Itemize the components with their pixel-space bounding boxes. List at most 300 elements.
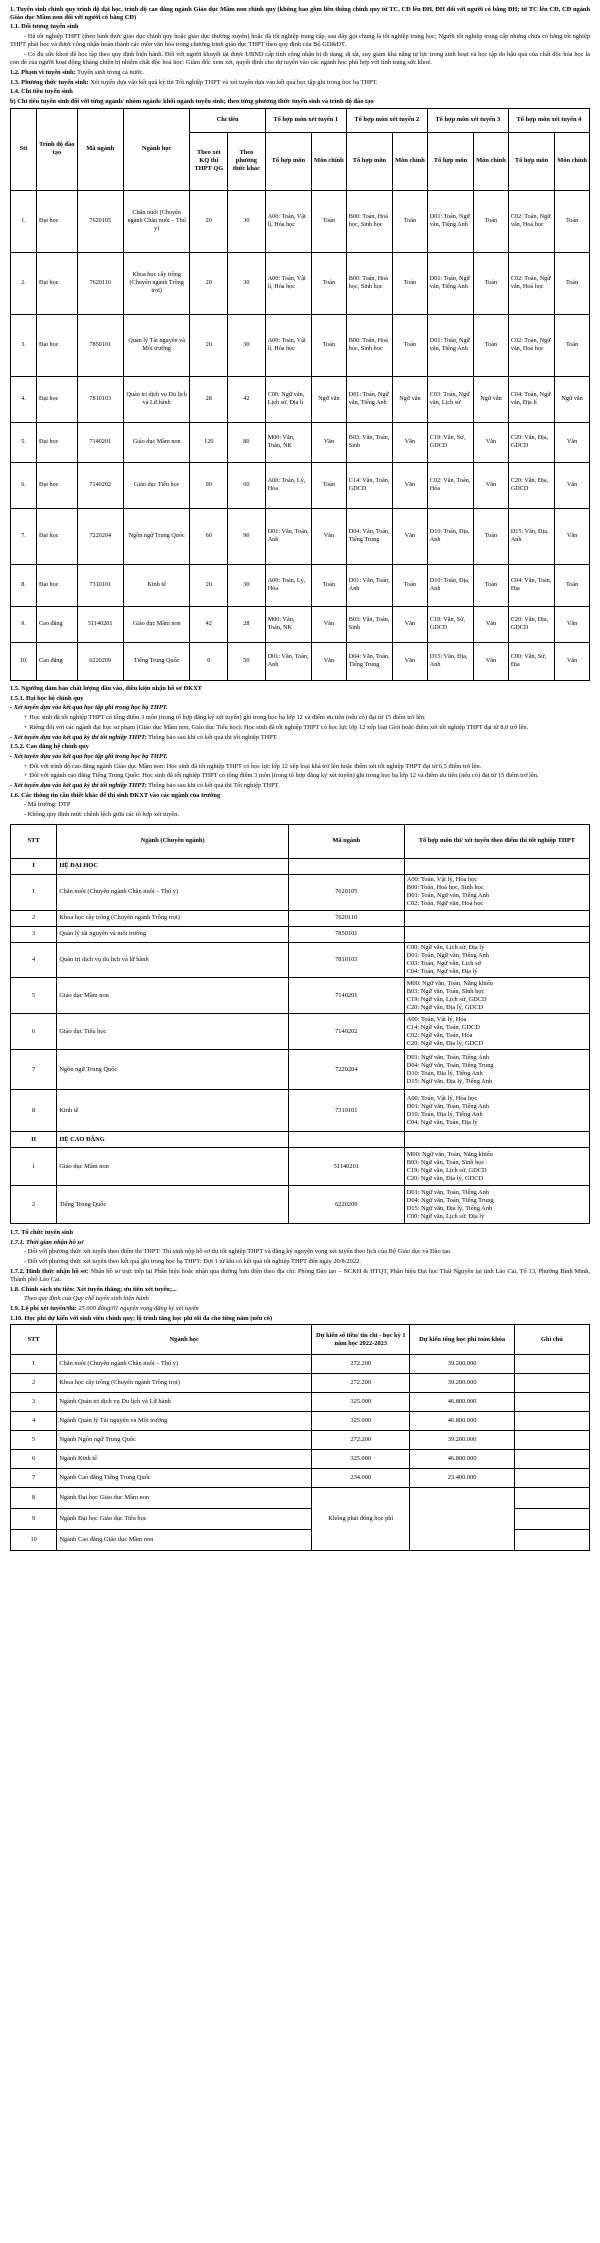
quota-cell-major: Chăn nuôi (Chuyên ngành Chăn nuôi – Thú y): [123, 190, 190, 252]
s172-paragraph: [10, 1268, 590, 1284]
quota-cell-stt: 9.: [11, 606, 37, 642]
quota-cell-q2: 28: [228, 606, 266, 642]
s13-text: Xét tuyển dựa vào kết quả kỳ thi Tốt nghiệp THPT và xét tuyển dựa vào kết quả học tập ghi trong học bạ THPT.: [88, 78, 378, 86]
quota-cell-c4: C02: Toán, Ngữ văn, Hoá học: [508, 314, 554, 376]
combo-line: A00: Toán, Vật lý, Hóa học: [406, 875, 478, 883]
t3-th-fee-total: Dự kiến tổng học phí toàn khóa: [410, 1325, 514, 1355]
quota-cell-m3: Toán: [474, 564, 509, 606]
s171-p1: - Đối với phương thức xét tuyển theo điểm thi THPT: Thí sinh nộp hồ sơ thi tốt nghiệp THPT và đăng ký nguyện vọng xét tuyển theo lịch của Bộ Giáo dục và Đào tạo.: [24, 1248, 452, 1256]
combo-cell-combos: [404, 978, 589, 1014]
quota-cell-code: 7220204: [77, 508, 123, 564]
quota-cell-major: Quản lý Tài nguyên và Môi trường: [123, 314, 190, 376]
combo-cell-stt: 8: [11, 1090, 57, 1132]
combo-cell-major: Ngôn ngữ Trung Quốc: [57, 1050, 289, 1090]
quota-cell-c1: M00: Văn, Toán, NK: [265, 606, 311, 642]
th-quota-thpt: Theo xét KQ thi THPT QG: [190, 132, 228, 190]
fee-cell-note: [514, 1355, 589, 1374]
th-stt: Stt: [11, 108, 37, 190]
quota-cell-c2: D04: Văn, Toán, Tiếng Trung: [346, 508, 392, 564]
combo-cell-major: Quản trị dịch vụ du lịch và lữ hành: [57, 942, 289, 978]
combo-line: B00: Toán, Hoá học, Sinh học: [406, 884, 484, 891]
combo-line: C03: Toán, Ngữ văn, Lịch sử: [406, 960, 482, 968]
fee-cell-total: 39.200.000: [410, 1374, 514, 1393]
combo-row: [11, 978, 590, 1014]
th-combo3-sub: Tổ hợp môn: [427, 132, 473, 190]
quota-cell-q1: 42: [190, 606, 228, 642]
combo-cell-combos: [404, 874, 589, 910]
combo-line: D10: Toán, Địa lý, Tiếng Anh: [406, 1069, 483, 1077]
fee-cell-total: 23.400.000: [410, 1469, 514, 1488]
quota-cell-c3: D01: Toán, Ngữ văn, Tiếng Anh: [427, 252, 473, 314]
s11-paragraph-2: - Có đủ sức khoẻ để học tập theo quy định hiện hành. Đối với người khuyết tật được UBND cấp tỉnh công nhận bị dị dạng, dị tật, suy giảm khả năng tự lực trong sinh hoạt và học tập do hậu quả của chất độc hóa học là con đẻ của người hoạt động kháng chiến bị nhiễm chất độc hoá học: Giám đốc xem xét, quyết định cho dự tuyển vào các ngành học phù hợp với tình trạng sức khoẻ.: [10, 50, 590, 67]
quota-cell-m1: Toán: [312, 314, 347, 376]
combo-cell-combos: [404, 942, 589, 978]
fee-cell-note: [514, 1509, 589, 1530]
quota-cell-code: 7140201: [77, 422, 123, 462]
combo-row: [11, 942, 590, 978]
fee-cell-stt: 3: [11, 1393, 57, 1412]
quota-cell-m3: Toán: [474, 252, 509, 314]
quota-cell-m4: Toán: [555, 190, 590, 252]
quota-cell-code: 7850101: [77, 314, 123, 376]
combo-cell-stt: 1: [11, 874, 57, 910]
quota-cell-c2: B03: Văn, Toán, Sinh: [346, 606, 392, 642]
quota-cell-q1: 0: [190, 642, 228, 680]
quota-cell-c4: C02: Toán, Ngữ văn, Hoá học: [508, 252, 554, 314]
fee-table: [10, 1324, 590, 1551]
quota-cell-m2: Văn: [393, 508, 428, 564]
quota-cell-q2: 80: [228, 422, 266, 462]
s152-b2: - Xét tuyển dựa vào kết quả kỳ thi tốt nghiệp THPT:: [10, 781, 147, 789]
t2-th-major: Ngành (Chuyên ngành): [57, 824, 289, 858]
combo-line: D15: Ngữ văn, Địa lý, Tiếng Anh: [406, 1078, 493, 1086]
quota-cell-m1: Văn: [312, 606, 347, 642]
combo-line: B03: Ngữ văn, Toán, Sinh học: [406, 987, 485, 995]
s151-a2-paragraph: [10, 734, 590, 742]
s152-b1-p1: + Đối với trình độ cao đẳng ngành Giáo dục Mầm non: Học sinh đã tốt nghiệp THPT có học lực lớp 12 xếp loại khá trở lên hoặc điểm xét tốt nghiệp THPT đạt từ 6,5 điểm trở lên.: [24, 762, 482, 770]
fee-cell-stt: 6: [11, 1450, 57, 1469]
quota-cell-stt: 1.: [11, 190, 37, 252]
s151-a1-p1: + Học sinh đã tốt nghiệp THPT có tổng điểm 3 môn (trong tổ hợp đăng ký xét tuyển) ghi trong học bạ lớp 12 và điểm ưu tiên (nếu có) đạt từ 15 điểm trở lên.: [24, 714, 426, 722]
combo-row: [11, 1090, 590, 1132]
s12-text: Tuyển sinh trong cả nước.: [75, 68, 144, 76]
combo-row: [11, 1014, 590, 1050]
combo-cell-stt: 7: [11, 1050, 57, 1090]
quota-cell-m4: Toán: [555, 252, 590, 314]
quota-cell-m4: Văn: [555, 508, 590, 564]
quota-cell-m3: Văn: [474, 606, 509, 642]
quota-row: [11, 314, 590, 376]
quota-cell-c4: C20: Văn, Địa, GDCD: [508, 462, 554, 508]
quota-cell-major: Kinh tế: [123, 564, 190, 606]
combo-row: [11, 910, 590, 926]
quota-cell-c4: C20: Văn, Địa, GDCD: [508, 422, 554, 462]
quota-cell-m2: Văn: [393, 642, 428, 680]
quota-cell-m3: Toán: [474, 508, 509, 564]
combo-cell-major: Chăn nuôi (Chuyên ngành Chăn nuôi – Thú y): [57, 874, 289, 910]
quota-cell-stt: 2.: [11, 252, 37, 314]
fee-row: [11, 1488, 590, 1509]
combo-section-roman: II: [11, 1132, 57, 1148]
fee-row: [11, 1431, 590, 1450]
combo-cell-stt: 2: [11, 1186, 57, 1224]
combo-line: C19: Ngữ văn, Lịch sử, GDCD: [406, 1166, 487, 1174]
combo-cell-combos: [404, 1186, 589, 1224]
th-major: Ngành học: [123, 108, 190, 190]
s18-text: Theo quy định của Quy chế tuyển sinh hiện hành: [24, 1295, 149, 1303]
quota-cell-q2: 30: [228, 564, 266, 606]
quota-cell-c4: C20: Văn, Địa, GDCD: [508, 606, 554, 642]
fee-cell-major: Ngành Kinh tế: [57, 1450, 312, 1469]
quota-cell-m3: Văn: [474, 462, 509, 508]
combo-section-row: [11, 1132, 590, 1148]
quota-cell-m1: Văn: [312, 422, 347, 462]
quota-cell-m4: Văn: [555, 422, 590, 462]
quota-cell-stt: 8.: [11, 564, 37, 606]
quota-cell-level: Đại học: [37, 462, 78, 508]
combo-cell-major: Giáo dục Tiểu học: [57, 1014, 289, 1050]
quota-cell-stt: 6.: [11, 462, 37, 508]
fee-cell-major: Ngành Ngôn ngữ Trung Quốc: [57, 1431, 312, 1450]
th-quota-other: Theo phương thức khác: [228, 132, 266, 190]
quota-cell-c2: B00: Toán, Hoá học, Sinh học: [346, 190, 392, 252]
fee-cell-total: 39.200.000: [410, 1431, 514, 1450]
document-page: [10, 0, 590, 1551]
combo-line: C20: Ngữ văn, Địa lý, GDCD: [406, 1004, 484, 1012]
quota-cell-q1: 20: [190, 190, 228, 252]
quota-cell-c1: D01: Văn, Toán, Anh: [265, 508, 311, 564]
quota-cell-level: Đại học: [37, 564, 78, 606]
s11-paragraph-1: - Đã tốt nghiệp THPT (theo hình thức giáo dục chính quy hoặc giáo dục thường xuyên) hoặc đã tốt nghiệp trung cấp, sau đây gọi chung là tốt nghiệp trung học; Người tốt nghiệp trung cấp nhưng chưa có bằng tốt nghiệp THPT phải học và được công nhận hoàn thành các môn văn hóa trong chương trình giáo dục THPT theo quy định của Bộ GD&ĐT.: [10, 33, 590, 49]
th-main3-sub: Môn chính: [474, 132, 509, 190]
quota-table-body: [11, 190, 590, 680]
quota-cell-m3: Văn: [474, 422, 509, 462]
s18-label: 1.8. Chính sách ưu tiên: Xét tuyển thẳng; ưu tiên xét tuyển;...: [10, 1285, 177, 1293]
quota-cell-q2: 60: [228, 462, 266, 508]
combo-line: D01: Ngữ văn, Toán, Tiếng Anh: [406, 1102, 489, 1110]
combo-line: M00: Ngữ văn, Toán, Năng khiếu: [406, 1150, 493, 1158]
t2-th-stt: STT: [11, 824, 57, 858]
th-code: Mã ngành: [77, 108, 123, 190]
fee-cell-total: 46.800.000: [410, 1393, 514, 1412]
quota-cell-code: 7140202: [77, 462, 123, 508]
fee-row: [11, 1355, 590, 1374]
quota-cell-q1: 20: [190, 564, 228, 606]
quota-cell-code: 7310101: [77, 564, 123, 606]
s16-title: 1.6. Các thông tin cần thiết khác để thí sinh ĐKXT vào các ngành của trường: [10, 791, 221, 799]
combo-line: A00: Toán, Vật lý, Hóa: [406, 1015, 467, 1023]
combo-cell-code: 7310101: [288, 1090, 404, 1132]
fee-cell-stt: 10: [11, 1530, 57, 1551]
fee-cell-major: Ngành Cao đẳng Giáo dục Mầm non: [57, 1530, 312, 1551]
combo-section-roman: I: [11, 858, 57, 874]
fee-cell-stt: 1: [11, 1355, 57, 1374]
combo-section-empty-combo: [404, 858, 589, 874]
combo-cell-stt: 5: [11, 978, 57, 1014]
fee-cell-major: Khoa học cây trồng (Chuyên ngành Trồng trọt): [57, 1374, 312, 1393]
s151-a2-text: Thông báo sau khi có kết quả thi tốt nghiệp THPT.: [146, 733, 278, 741]
quota-cell-level: Đại học: [37, 314, 78, 376]
quota-row: [11, 606, 590, 642]
th-combo1-sub: Tổ hợp môn: [265, 132, 311, 190]
quota-cell-level: Đại học: [37, 508, 78, 564]
s152-b2-paragraph: [10, 782, 590, 790]
s16-p1: - Mã trường: DTP: [24, 801, 71, 809]
combo-line: C02: Ngữ văn, Toán, Hóa: [406, 1031, 473, 1039]
th-combo2: Tổ hợp môn xét tuyển 2: [346, 108, 427, 132]
combo-cell-stt: 4: [11, 942, 57, 978]
combo-section-row: [11, 858, 590, 874]
combo-cell-code: 51140201: [288, 1148, 404, 1186]
combo-row: [11, 1050, 590, 1090]
t2-th-code: Mã ngành: [288, 824, 404, 858]
th-combo1: Tổ hợp môn xét tuyển 1: [265, 108, 346, 132]
combo-section-empty-combo: [404, 1132, 589, 1148]
quota-cell-stt: 7.: [11, 508, 37, 564]
s172-label: 1.7.2. Hình thức nhận hồ sơ:: [10, 1267, 89, 1275]
combo-cell-code: 6220209: [288, 1186, 404, 1224]
combo-line: D01: Toán, Ngữ văn, Tiếng Anh: [406, 892, 489, 900]
quota-cell-m1: Văn: [312, 508, 347, 564]
quota-cell-major: Giáo dục Tiểu học: [123, 462, 190, 508]
combo-cell-code: 7220204: [288, 1050, 404, 1090]
quota-cell-m3: Văn: [474, 642, 509, 680]
combo-line: C00: Ngữ văn, Lịch sử, Địa lý: [406, 1213, 485, 1221]
quota-cell-m4: Văn: [555, 642, 590, 680]
quota-row: [11, 564, 590, 606]
combo-cell-code: 7850101: [288, 926, 404, 942]
quota-cell-m1: Toán: [312, 190, 347, 252]
s152-b1-p2: + Đối với ngành cao đẳng Tiếng Trung Quốc: Học sinh đã tốt nghiệp THPT có tổng điểm 3 môn (trong tổ hợp đăng ký xét tuyển) ghi trong học bạ lớp 12 và điểm ưu tiên (nếu có) đạt từ 15 điểm trở lên.: [24, 772, 539, 780]
quota-cell-c2: C14: Văn, Toán, GDCD: [346, 462, 392, 508]
quota-cell-q1: 20: [190, 252, 228, 314]
fee-cell-free: Không phải đóng học phí: [312, 1488, 410, 1551]
combo-table: [10, 824, 590, 1225]
combo-section-title: HỆ ĐẠI HỌC: [57, 858, 289, 874]
quota-cell-code: 7810103: [77, 376, 123, 422]
fee-cell-note: [514, 1393, 589, 1412]
quota-cell-stt: 3.: [11, 314, 37, 376]
s152-title: 1.5.2. Cao đẳng hệ chính quy: [10, 743, 89, 751]
combo-cell-major: Kinh tế: [57, 1090, 289, 1132]
s19-paragraph: [10, 1305, 590, 1313]
th-main1-sub: Môn chính: [312, 132, 347, 190]
s19-label: 1.9. Lệ phí xét tuyển/thi:: [10, 1304, 77, 1312]
quota-row: [11, 252, 590, 314]
quota-table: [10, 108, 590, 681]
quota-cell-c3: D01: Toán, Ngữ văn, Tiếng Anh: [427, 314, 473, 376]
quota-cell-major: Giáo dục Mầm non: [123, 606, 190, 642]
combo-section-empty-code: [288, 1132, 404, 1148]
quota-cell-c4: C04: Văn, Toán, Địa: [508, 564, 554, 606]
th-quota: Chỉ tiêu: [190, 108, 265, 132]
quota-cell-q1: 60: [190, 508, 228, 564]
quota-cell-c3: C03: Toán, Ngữ văn, Lịch sử: [427, 376, 473, 422]
combo-cell-code: 7620110: [288, 910, 404, 926]
fee-cell-major: Chăn nuôi (Chuyên ngành Chăn nuôi – Thú y): [57, 1355, 312, 1374]
quota-cell-c4: C00: Văn, Sử, Địa: [508, 642, 554, 680]
th-level: Trình độ đào tạo: [37, 108, 78, 190]
s14-subtitle: b) Chỉ tiêu tuyển sinh đối với từng ngành/ nhóm ngành/ khối ngành tuyển sinh; theo từng phương thức tuyển sinh và trình độ đào tạo: [10, 97, 374, 105]
combo-line: D01: Ngữ văn, Toán, Tiếng Anh: [406, 1188, 489, 1196]
combo-cell-code: 7810103: [288, 942, 404, 978]
quota-cell-q1: 90: [190, 462, 228, 508]
s13-label: 1.3. Phương thức tuyển sinh:: [10, 78, 89, 86]
quota-cell-c1: A00: Toán, Vật lí, Hóa học: [265, 252, 311, 314]
quota-row: [11, 508, 590, 564]
combo-cell-combos: [404, 1050, 589, 1090]
quota-row: [11, 190, 590, 252]
combo-cell-major: Tiếng Trung Quốc: [57, 1186, 289, 1224]
combo-cell-combos: [404, 1014, 589, 1050]
fee-row: [11, 1412, 590, 1431]
combo-line: C19: Ngữ văn, Lịch sử, GDCD: [406, 995, 487, 1003]
quota-cell-c4: D15: Văn, Địa, Anh: [508, 508, 554, 564]
combo-cell-major: Khoa học cây trồng (Chuyên ngành Trồng trọt): [57, 910, 289, 926]
fee-cell-year: 234.000: [312, 1469, 410, 1488]
fee-cell-major: Ngành Quản lý Tài nguyên và Môi trường: [57, 1412, 312, 1431]
fee-cell-total: 46.800.000: [410, 1450, 514, 1469]
s151-a2: - Xét tuyển dựa vào kết quả kỳ thi tốt nghiệp THPT:: [10, 733, 147, 741]
quota-cell-c1: M00: Văn, Toán, NK: [265, 422, 311, 462]
fee-cell-stt: 7: [11, 1469, 57, 1488]
fee-cell-year: 325.000: [312, 1412, 410, 1431]
quota-cell-m1: Văn: [312, 642, 347, 680]
fee-cell-major: Ngành Quản trị dịch vụ Du lịch và Lữ hành: [57, 1393, 312, 1412]
quota-cell-q1: 28: [190, 376, 228, 422]
fee-row: [11, 1469, 590, 1488]
fee-cell-major: Ngành Đại học Giáo dục Mầm non: [57, 1488, 312, 1509]
fee-row: [11, 1450, 590, 1469]
quota-cell-code: 51140201: [77, 606, 123, 642]
s172-text: Nhận hồ sơ trực tiếp tại Phân hiệu hoặc nhận qua đường bưu điện theo địa chỉ: Phòng Đào tạo – NCKH & HTQT, Phân hiệu Đại học Thái Nguyên tại tỉnh Lào Cai, Tổ 13, Phường Bình Minh, Thành phố Lào Cai.: [10, 1267, 590, 1283]
quota-cell-c3: C19: Văn, Sử, GDCD: [427, 606, 473, 642]
quota-cell-m2: Toán: [393, 314, 428, 376]
combo-cell-stt: 2: [11, 910, 57, 926]
quota-cell-m1: Toán: [312, 462, 347, 508]
combo-line: D01: Ngữ văn, Toán, Tiếng Anh: [406, 1053, 489, 1061]
quota-cell-q2: 42: [228, 376, 266, 422]
fee-cell-total: 39.200.000: [410, 1355, 514, 1374]
combo-row: [11, 1148, 590, 1186]
combo-cell-combos: [404, 910, 589, 926]
th-combo4-sub: Tổ hợp môn: [508, 132, 554, 190]
fee-cell-year: 272.200: [312, 1374, 410, 1393]
quota-cell-c3: D15: Văn, Địa, Anh: [427, 642, 473, 680]
quota-cell-c3: D10: Toán, Địa, Anh: [427, 564, 473, 606]
quota-cell-major: Giáo dục Mầm non: [123, 422, 190, 462]
combo-cell-combos: [404, 1148, 589, 1186]
quota-row: [11, 642, 590, 680]
quota-cell-c2: D04: Văn, Toán, Tiếng Trung: [346, 642, 392, 680]
fee-cell-note: [514, 1374, 589, 1393]
quota-cell-m2: Ngữ văn: [393, 376, 428, 422]
combo-cell-major: Quản lý tài nguyên và môi trường: [57, 926, 289, 942]
s171-title: 1.7.1. Thời gian nhận hồ sơ: [10, 1238, 84, 1246]
quota-cell-m3: Toán: [474, 314, 509, 376]
quota-row: [11, 462, 590, 508]
s12-paragraph: [10, 69, 590, 77]
fee-cell-year: 325.000: [312, 1450, 410, 1469]
quota-cell-level: Đại học: [37, 190, 78, 252]
quota-cell-major: Ngôn ngữ Trung Quốc: [123, 508, 190, 564]
combo-row: [11, 874, 590, 910]
s11-title: 1.1. Đối tượng tuyển sinh: [10, 23, 79, 31]
combo-cell-stt: 6: [11, 1014, 57, 1050]
quota-cell-c1: A00: Toán, Vật lí, Hóa học: [265, 314, 311, 376]
combo-line: C20: Ngữ văn, Địa lý, GDCD: [406, 1040, 484, 1048]
quota-cell-q1: 120: [190, 422, 228, 462]
fee-cell-year: 325.000: [312, 1393, 410, 1412]
quota-cell-c4: C04: Toán, Ngữ văn, Địa lí: [508, 376, 554, 422]
combo-section-title: HỆ CAO ĐẲNG: [57, 1132, 289, 1148]
fee-row: [11, 1374, 590, 1393]
combo-cell-combos: [404, 926, 589, 942]
quota-cell-major: Quản trị dịch vụ Du lịch và Lữ hành: [123, 376, 190, 422]
quota-cell-c3: D10: Toán, Địa, Anh: [427, 508, 473, 564]
quota-cell-c2: D01: Toán, Ngữ văn, Tiếng Anh: [346, 376, 392, 422]
combo-section-empty-code: [288, 858, 404, 874]
combo-table-body: [11, 858, 590, 1224]
combo-cell-code: 7140202: [288, 1014, 404, 1050]
s171-p2: - Đối với phương thức xét tuyển theo kết quả ghi trong học bạ THPT: Đợt 1 từ khi có kết quả tốt nghiệp THPT đến ngày 20/8/2022.: [24, 1258, 361, 1265]
combo-line: D04: Ngữ văn, Toán, Tiếng Trung: [406, 1196, 494, 1204]
quota-cell-q2: 30: [228, 190, 266, 252]
quota-cell-c2: B00: Toán, Hoá học, Sinh học: [346, 252, 392, 314]
quota-cell-m2: Văn: [393, 462, 428, 508]
combo-line: D10: Toán, Địa lý, Tiếng Anh: [406, 1110, 483, 1118]
quota-cell-level: Đại học: [37, 422, 78, 462]
combo-cell-major: Giáo dục Mầm non: [57, 1148, 289, 1186]
quota-cell-code: 6220209: [77, 642, 123, 680]
s151-a1: - Xét tuyển dựa vào kết quả học tập ghi trong học bạ THPT.: [10, 704, 168, 712]
quota-cell-q2: 30: [228, 314, 266, 376]
quota-cell-c4: C02: Toán, Ngữ văn, Hoá học: [508, 190, 554, 252]
quota-row: [11, 376, 590, 422]
quota-cell-q2: 50: [228, 642, 266, 680]
quota-cell-major: Khoa học cây trồng (Chuyên ngành Trồng trọt): [123, 252, 190, 314]
quota-cell-c1: D01: Văn, Toán, Anh: [265, 642, 311, 680]
th-combo4: Tổ hợp môn xét tuyển 4: [508, 108, 589, 132]
combo-cell-code: 7140201: [288, 978, 404, 1014]
quota-cell-m2: Toán: [393, 252, 428, 314]
quota-cell-c1: A00: Toán, Lý, Hóa: [265, 462, 311, 508]
s151-a1-p2: + Riêng đối với các ngành đại học sư phạm (Giáo dục Mầm non, Giáo dục Tiểu học): Học sinh đã tốt nghiệp THPT có học lực lớp 12 xếp loại Giỏi hoặc điểm xét tốt nghiệp THPT đạt từ 8,0 trở lên.: [24, 723, 529, 731]
fee-cell-year: 272.200: [312, 1355, 410, 1374]
fee-cell-note: [514, 1450, 589, 1469]
quota-cell-m1: Toán: [312, 252, 347, 314]
s151-title: 1.5.1. Đại học hệ chính quy: [10, 694, 84, 702]
quota-cell-m1: Ngữ văn: [312, 376, 347, 422]
quota-cell-m4: Toán: [555, 564, 590, 606]
quota-cell-m1: Toán: [312, 564, 347, 606]
combo-line: C02: Toán, Ngữ văn, Hoá học: [406, 900, 484, 908]
t3-th-fee-year: Dự kiến số tiền/ tín chỉ - học kỳ 1 năm học 2022-2023: [312, 1325, 410, 1355]
fee-cell-note: [514, 1530, 589, 1551]
quota-cell-major: Tiếng Trung Quốc: [123, 642, 190, 680]
combo-line: B03: Ngữ văn, Toán, Sinh học: [406, 1158, 485, 1166]
combo-line: D15: Ngữ văn, Địa lý, Tiếng Anh: [406, 1204, 493, 1212]
combo-cell-stt: 3: [11, 926, 57, 942]
fee-cell-major: Ngành Cao đẳng Tiếng Trung Quốc: [57, 1469, 312, 1488]
quota-cell-c3: C19: Văn, Sử, GDCD: [427, 422, 473, 462]
quota-cell-m4: Toán: [555, 314, 590, 376]
quota-cell-m2: Văn: [393, 422, 428, 462]
combo-line: C14: Ngữ văn, Toán, GDCD: [406, 1023, 480, 1031]
quota-cell-m4: Ngữ văn: [555, 376, 590, 422]
fee-cell-note: [514, 1412, 589, 1431]
t3-th-major: Ngành học: [57, 1325, 312, 1355]
